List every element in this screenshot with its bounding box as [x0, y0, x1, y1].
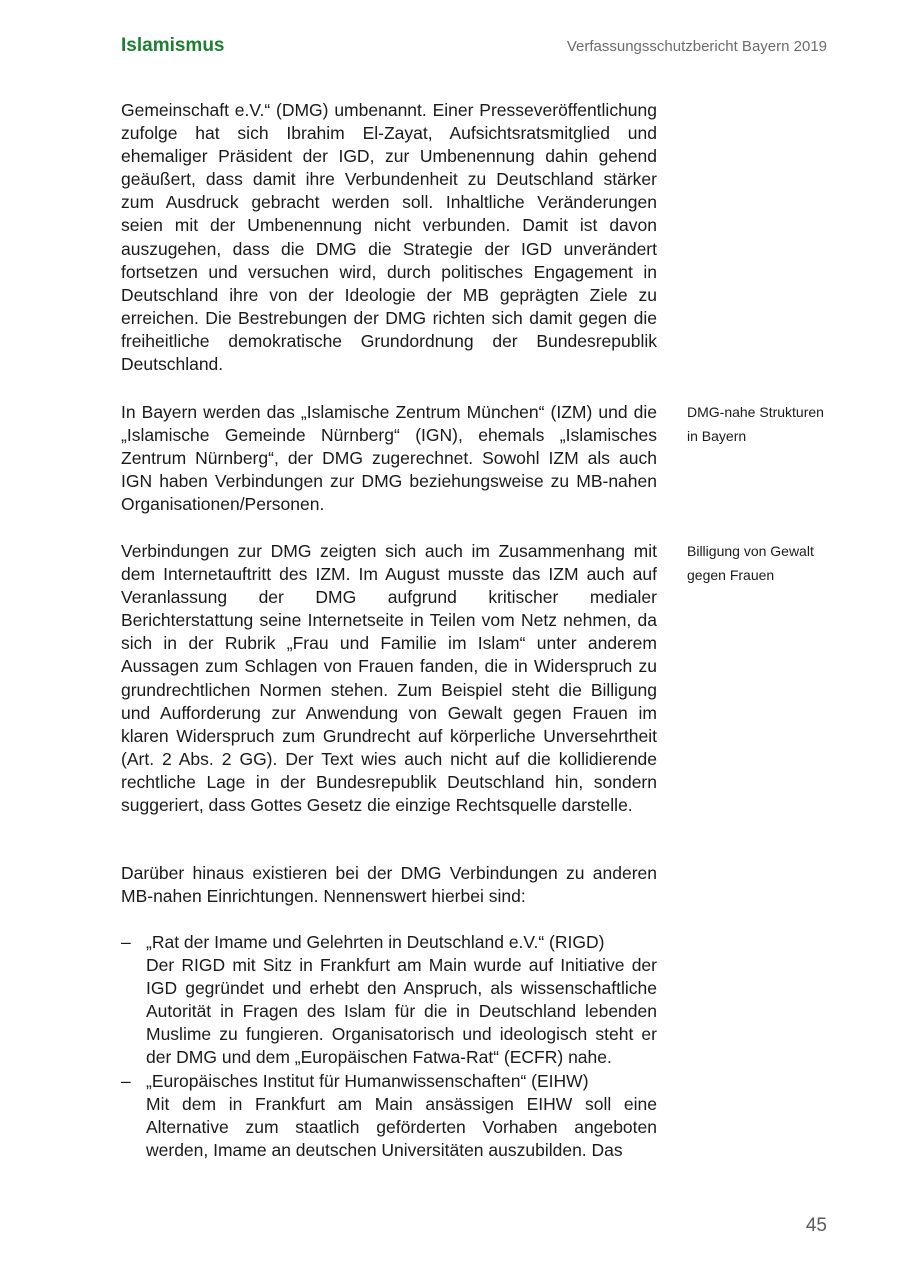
list-item-title: „Europäisches Institut für Humanwissenschaften“ (EIHW): [146, 1070, 589, 1091]
body-paragraph-4: [121, 862, 657, 908]
list-item-text: Mit dem in Frankfurt am Main ansässigen EIHW soll eine Alternative zum staatlich geförderten Vorhaben angeboten werden, Imame an deutschen Universitäten auszubilden. Das: [146, 1093, 657, 1160]
body-paragraph-3: [121, 540, 657, 817]
organization-list: [121, 931, 657, 1162]
dash-bullet: –: [121, 932, 131, 952]
list-item: [121, 931, 657, 1070]
list-item: [121, 1070, 657, 1162]
paragraph-text: Verbindungen zur DMG zeigten sich auch im Zusammenhang mit dem Internetauftritt des IZM. Im August musste das IZM auch auf Veranlassung der DMG aufgrund kritischer medialer Berichterstattung seine Internetseite in Teilen vom Netz nehmen, da sich in der Rubrik „Frau und Familie im Islam“ unter anderem Aussagen zum Schlagen von Frauen fanden, die in Widerspruch zu grundrechtlichen Normen stehen. Zum Beispiel steht die Billigung und Aufforderung zur Anwendung von Gewalt gegen Frauen im klaren Widerspruch zum Grundrecht auf körperliche Unversehrtheit (Art. 2 Abs. 2 GG). Der Text wies auch nicht auf die kollidierende rechtliche Lage in der Bundesrepublik Deutschland hin, sondern suggeriert, dass Gottes Gesetz die einzige Rechtsquelle darstelle.: [121, 541, 657, 816]
margin-note-violence: Billigung von Gewalt gegen Frauen: [687, 543, 814, 583]
margin-note-dmg-structures: DMG-nahe Strukturen in Bayern: [687, 404, 824, 444]
body-paragraph-1: [121, 99, 657, 376]
report-title: Verfassungsschutzbericht Bayern 2019: [566, 38, 827, 55]
paragraph-text: Darüber hinaus existieren bei der DMG Verbindungen zu anderen MB-nahen Einrichtungen. Nennenswert hierbei sind:: [121, 863, 657, 907]
list-item-text: Der RIGD mit Sitz in Frankfurt am Main wurde auf Initiative der IGD gegründet und erhebt den Anspruch, als wissenschaftliche Autorität in Fragen des Islam für die in Deutschland lebenden Muslime zu fungieren. Organisatorisch und ideologisch steht er der DMG und dem „Europäischen Fatwa-Rat“ (ECFR) nahe.: [146, 955, 657, 1068]
dash-bullet: –: [121, 1070, 131, 1091]
paragraph-text: Gemeinschaft e.V.“ (DMG) umbenannt. Einer Presseveröffentlichung zufolge hat sich Ibrahim El-Zayat, Aufsichtsratsmitglied und ehemaliger Präsident der IGD, zur Umbenennung dahin gehend geäußert, dass damit ihre Verbundenheit zu Deutschland stärker zum Ausdruck gebracht werden soll. Inhaltliche Veränderungen seien mit der Umbenennung nicht verbunden. Damit ist davon auszugehen, dass die DMG die Strategie der IGD unverändert fortsetzen und versuchen wird, durch politisches Engagement in Deutschland ihre von der Ideologie der MB geprägten Ziele zu erreichen. Die Bestrebungen der DMG richten sich damit gegen die freiheitliche demokratische Grundordnung der Bundesrepublik Deutschland.: [121, 100, 657, 375]
paragraph-text: In Bayern werden das „Islamische Zentrum München“ (IZM) und die „Islamische Gemeinde Nürnberg“ (IGN), ehemals „Islamisches Zentrum Nürnberg“, der DMG zugerechnet. Sowohl IZM als auch IGN haben Verbindungen zur DMG beziehungsweise zu MB-nahen Organisationen/Personen.: [121, 402, 657, 515]
section-title: Islamismus: [121, 35, 225, 56]
body-paragraph-2: [121, 401, 657, 516]
list-item-title: „Rat der Imame und Gelehrten in Deutschland e.V.“ (RIGD): [146, 932, 605, 952]
page-number: 45: [805, 1215, 827, 1236]
